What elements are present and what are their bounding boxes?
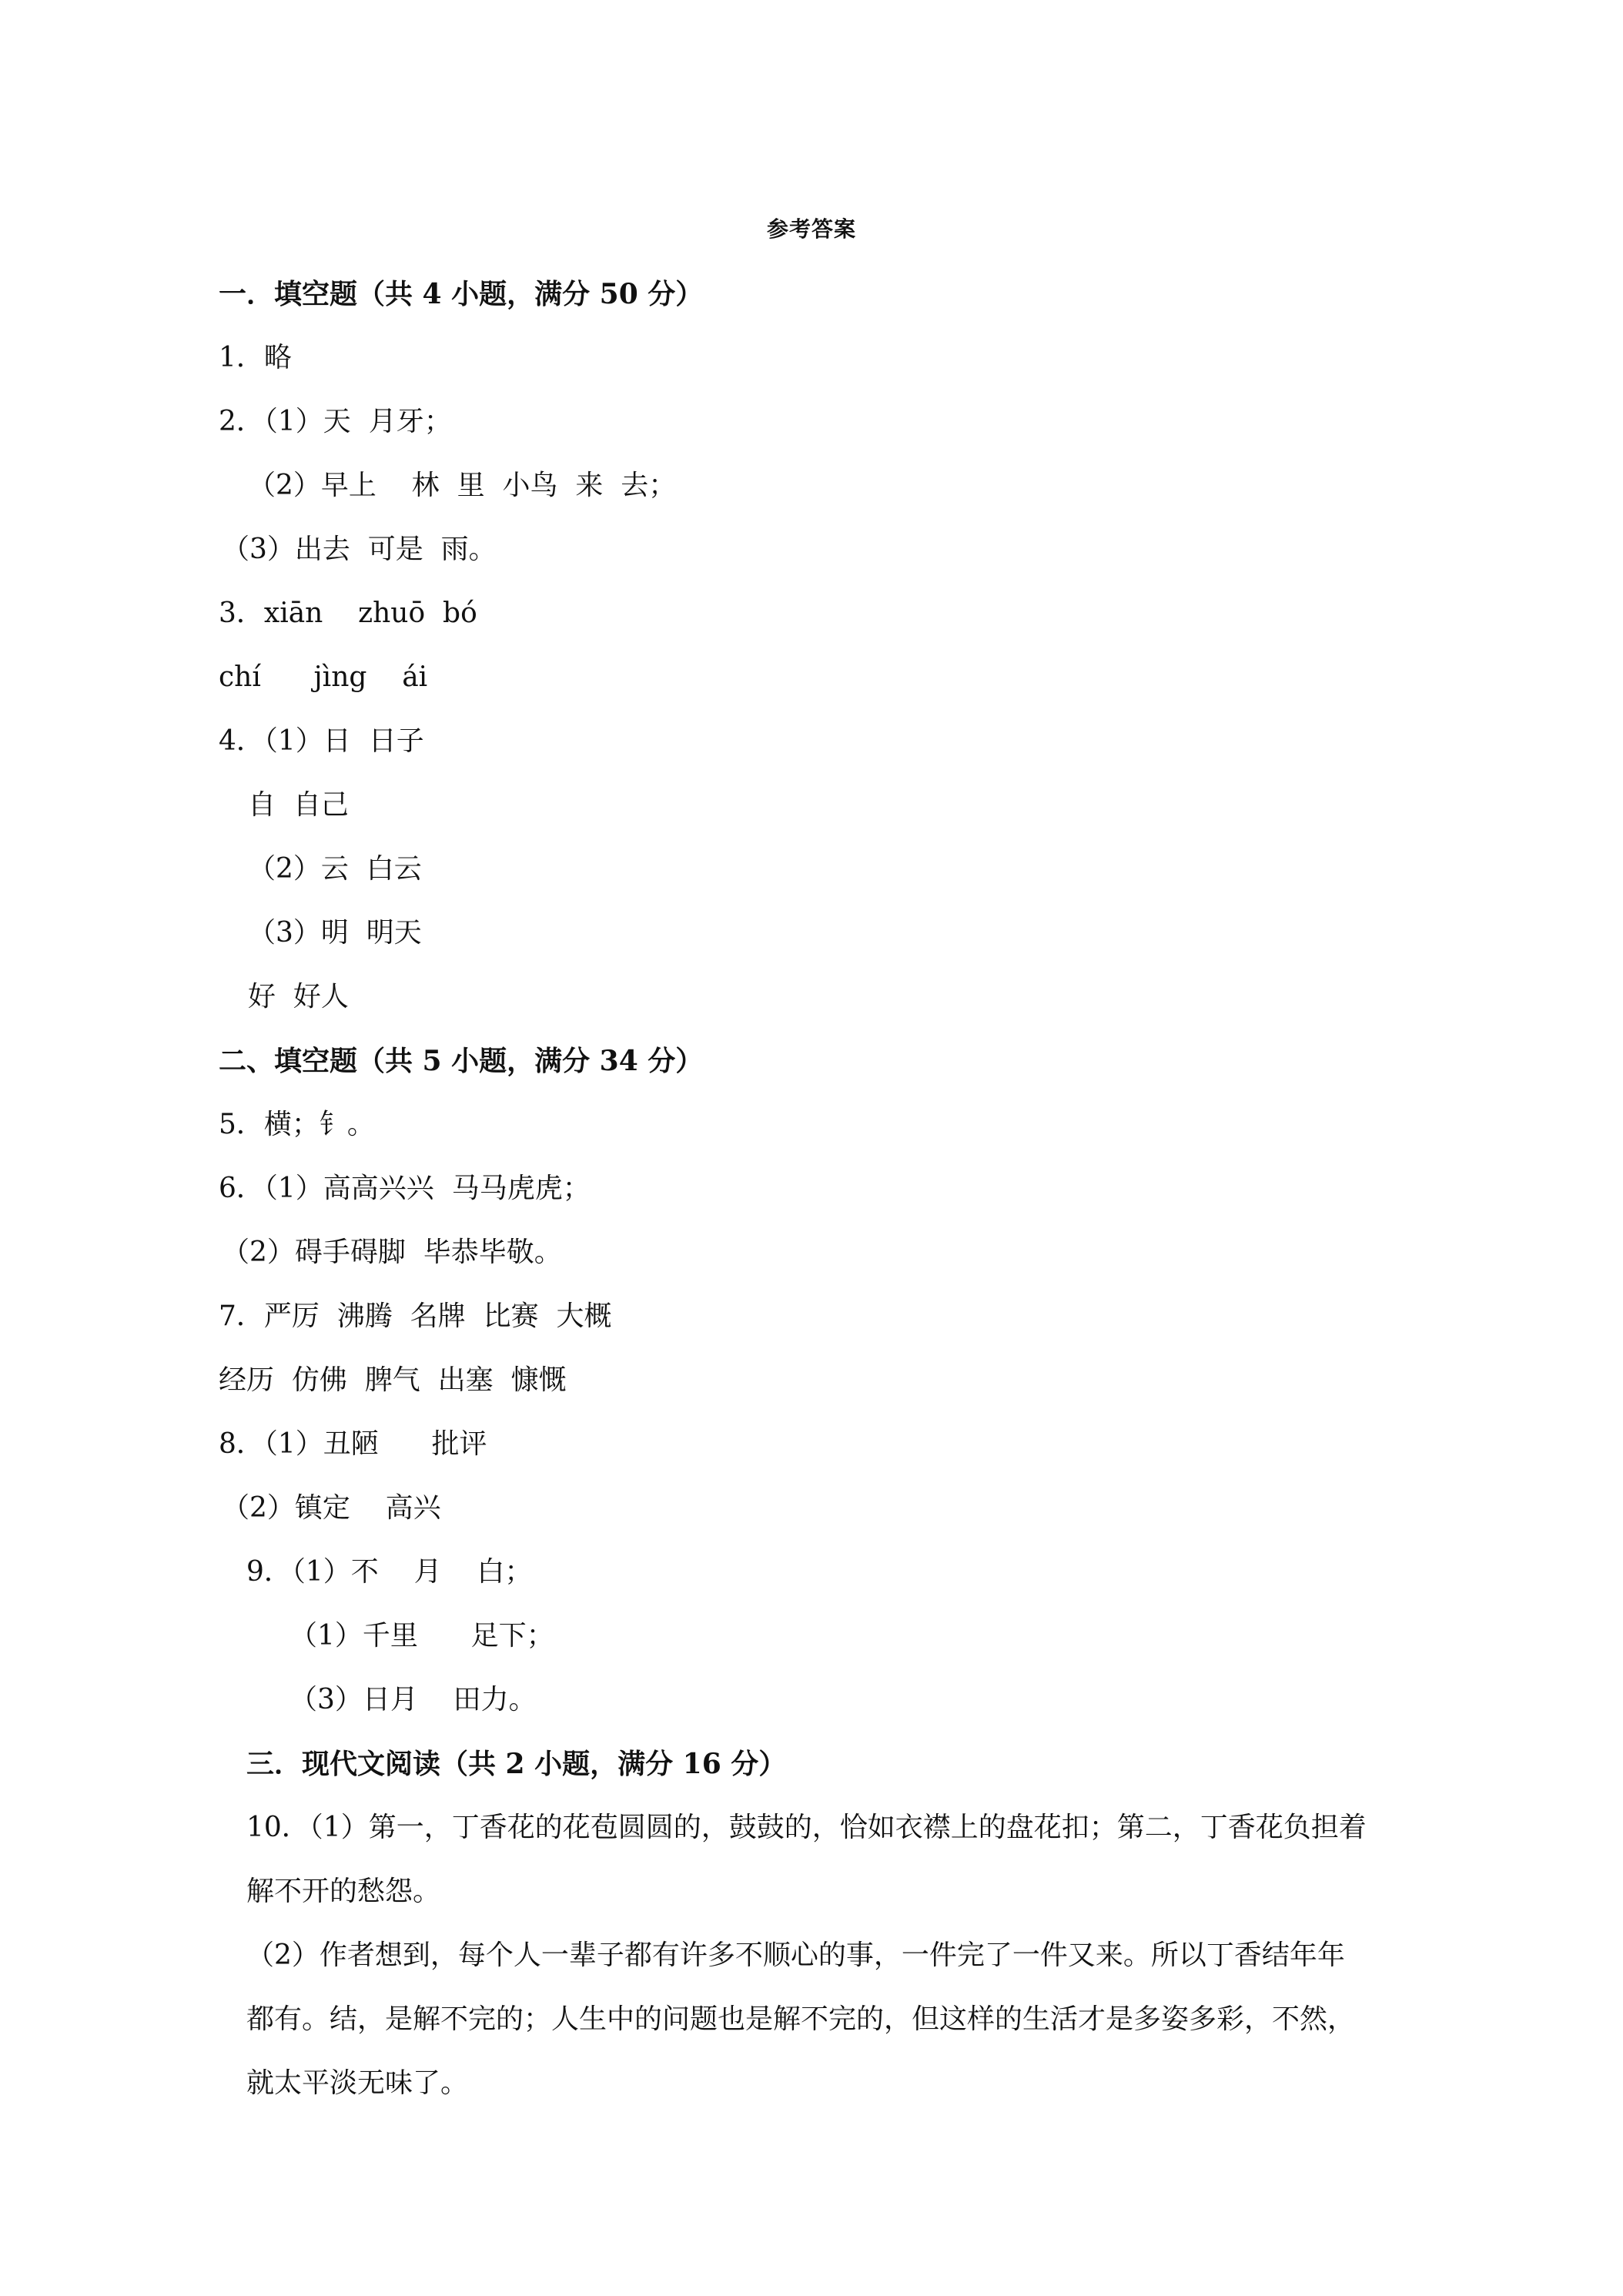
answer-line: （2）作者想到，每个人一辈子都有许多不顺心的事，一件完了一件又来。所以丁香结年年 xyxy=(246,1940,1345,1971)
answer-line: （2）碍手碍脚 毕恭毕敬。 xyxy=(222,1237,562,1268)
answer-line: 3．xiān zhuō bó xyxy=(219,597,477,629)
answer-line: 就太平淡无味了。 xyxy=(246,2067,469,2099)
page-title: 参考答案 xyxy=(766,216,856,242)
answer-line: （2）云 白云 xyxy=(248,853,422,885)
answer-line: 6．（1）高高兴兴 马马虎虎； xyxy=(219,1173,591,1204)
answer-line: （3）日月 田力。 xyxy=(289,1684,537,1715)
answer-line: 经历 仿佛 脾气 出塞 慷慨 xyxy=(219,1364,567,1396)
answer-line: 1．略 xyxy=(219,342,292,373)
answer-line: 10．（1）第一，丁香花的花苞圆圆的，鼓鼓的，恰如衣襟上的盘花扣；第二，丁香花负担着 xyxy=(246,1812,1367,1843)
answer-line: 好 好人 xyxy=(248,981,349,1012)
answer-line: 5．横；钅。 xyxy=(219,1109,375,1140)
answer-line: 4．（1）日 日子 xyxy=(219,725,424,757)
answer-line: 9．（1）不 月 白； xyxy=(246,1556,533,1588)
answer-line: 7．严厉 沸腾 名牌 比赛 大概 xyxy=(219,1300,612,1332)
answer-line: （3）出去 可是 雨。 xyxy=(222,534,497,565)
answer-line: 解不开的愁怨。 xyxy=(246,1876,441,1907)
answer-line: 2．（1）天 月牙； xyxy=(219,406,452,437)
section-2-heading: 二、填空题（共 5 小题，满分 34 分） xyxy=(219,1045,704,1077)
answer-line: 8．（1）丑陋 批评 xyxy=(219,1428,487,1460)
answer-line: （1）千里 足下； xyxy=(289,1620,554,1652)
section-1-heading: 一．填空题（共 4 小题，满分 50 分） xyxy=(219,278,704,310)
answer-line: （3）明 明天 xyxy=(248,917,422,949)
answer-line: （2）镇定 高兴 xyxy=(222,1492,441,1524)
answer-line: 自 自己 xyxy=(248,789,349,821)
answer-line: （2）早上 林 里 小鸟 来 去； xyxy=(248,470,677,501)
section-3-heading: 三．现代文阅读（共 2 小题，满分 16 分） xyxy=(246,1748,787,1780)
answer-line: 都有。结，是解不完的；人生中的问题也是解不完的，但这样的生活才是多姿多彩，不然， xyxy=(246,2003,1356,2035)
answer-line: chí jìng ái xyxy=(219,661,428,693)
